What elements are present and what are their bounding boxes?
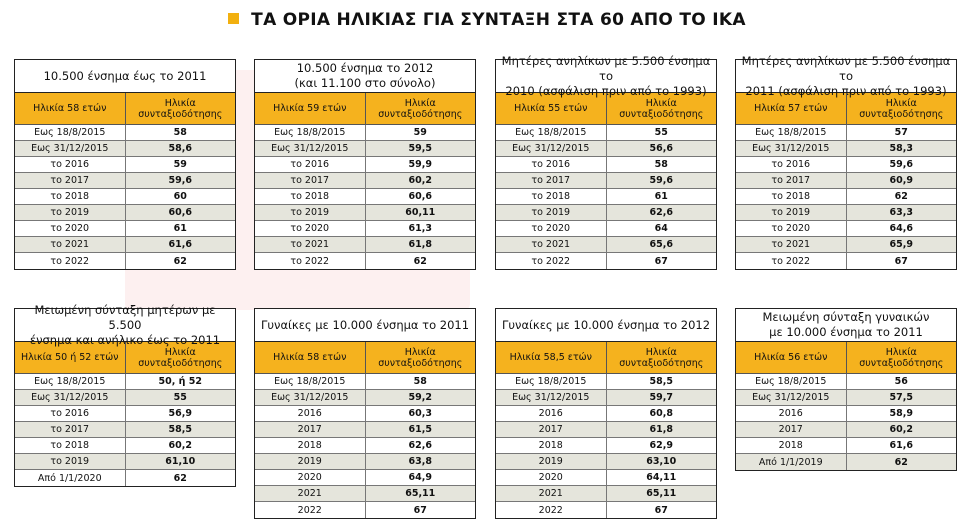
period-cell: το 2016	[255, 157, 366, 172]
table-row	[15, 374, 235, 390]
period-cell: 2017	[496, 422, 607, 437]
table-row	[15, 141, 235, 157]
retirement-age-cell: 63,8	[408, 456, 432, 467]
table-row	[255, 438, 475, 454]
page-title-text: ΤΑ ΟΡΙΑ ΗΛΙΚΙΑΣ ΓΙΑ ΣΥΝΤΑΞΗ ΣΤΑ 60 ΑΠΟ ΤΟ ΙΚΑ	[251, 10, 746, 30]
table-row	[15, 454, 235, 470]
table-row	[496, 253, 716, 269]
retirement-age-cell: 62	[894, 456, 908, 468]
retirement-age-cell: 61,3	[408, 223, 432, 234]
table-row	[736, 237, 956, 253]
table-row	[496, 205, 716, 221]
period-cell: το 2017	[736, 173, 847, 188]
header-retirement-age: Ηλικία συνταξιοδότησης	[859, 97, 944, 120]
retirement-age-cell: 61,6	[168, 239, 192, 250]
table-caption-line: (και 11.100 στο σύνολο)	[294, 76, 436, 90]
table-row	[15, 173, 235, 189]
retirement-age-cell: 60,9	[889, 175, 913, 186]
table-body	[736, 125, 956, 269]
retirement-age-cell: 64	[654, 223, 668, 234]
period-cell: το 2019	[496, 205, 607, 220]
table-row	[496, 390, 716, 406]
table-row	[15, 406, 235, 422]
period-cell: το 2020	[496, 221, 607, 236]
table-row	[255, 470, 475, 486]
table-caption	[15, 60, 235, 93]
retirement-age-cell: 59,6	[649, 175, 673, 186]
retirement-age-cell: 50, ή 52	[158, 376, 202, 387]
table-row	[15, 470, 235, 486]
retirement-age-cell: 61,10	[165, 456, 196, 467]
period-cell: Εως 18/8/2015	[736, 374, 847, 389]
table-caption-line: Μητέρες ανηλίκων με 5.500 ένσημα το	[501, 53, 711, 83]
age-table	[735, 53, 957, 270]
table-caption	[496, 309, 716, 342]
retirement-age-cell: 62,6	[649, 207, 673, 218]
retirement-age-cell: 56,9	[168, 408, 192, 419]
retirement-age-cell: 58	[173, 127, 187, 138]
table-header	[736, 93, 956, 125]
retirement-age-cell: 60,8	[649, 408, 673, 419]
retirement-age-cell: 60	[173, 191, 187, 202]
retirement-age-cell: 67	[654, 255, 668, 267]
header-retirement-age: Ηλικία συνταξιοδότησης	[378, 97, 463, 120]
table-row	[255, 486, 475, 502]
table-row	[496, 454, 716, 470]
table-row	[496, 125, 716, 141]
retirement-age-cell: 59,9	[408, 159, 432, 170]
retirement-age-cell: 56	[894, 376, 908, 387]
table-row	[496, 237, 716, 253]
table-body	[496, 125, 716, 269]
period-cell: 2018	[736, 438, 847, 453]
period-cell: 2016	[496, 406, 607, 421]
retirement-age-cell: 65,9	[889, 239, 913, 250]
period-cell: 2021	[496, 486, 607, 501]
retirement-age-cell: 65,11	[405, 488, 436, 499]
period-cell: το 2022	[15, 253, 126, 269]
period-cell: το 2019	[15, 454, 126, 469]
retirement-age-cell: 64,11	[646, 472, 677, 483]
table-row	[15, 422, 235, 438]
retirement-age-cell: 67	[654, 504, 668, 516]
retirement-age-cell: 67	[413, 504, 427, 516]
table-caption-line: Μητέρες ανηλίκων με 5.500 ένσημα το	[741, 53, 951, 83]
table-caption	[496, 53, 716, 98]
retirement-age-cell: 59,2	[408, 392, 432, 403]
header-age-group: Ηλικία 59 ετών	[255, 93, 366, 124]
table-row	[255, 454, 475, 470]
table-body	[255, 125, 475, 269]
table-row	[255, 253, 475, 269]
table-body	[15, 374, 235, 486]
period-cell: Εως 31/12/2015	[736, 390, 847, 405]
period-cell: το 2016	[736, 157, 847, 172]
age-table	[254, 308, 476, 519]
period-cell: το 2020	[255, 221, 366, 236]
table-body	[736, 374, 956, 470]
period-cell: το 2017	[255, 173, 366, 188]
table-row	[736, 205, 956, 221]
table-row	[15, 125, 235, 141]
table-row	[255, 237, 475, 253]
header-age-group: Ηλικία 58 ετών	[15, 93, 126, 124]
period-cell: το 2021	[736, 237, 847, 252]
retirement-age-cell: 63,3	[889, 207, 913, 218]
retirement-age-cell: 60,11	[405, 207, 436, 218]
retirement-age-cell: 58,6	[168, 143, 192, 154]
table-row	[496, 470, 716, 486]
table-caption-line: 2010 (ασφάλιση πριν από το 1993)	[505, 83, 707, 98]
period-cell: Εως 18/8/2015	[15, 374, 126, 389]
retirement-age-cell: 60,6	[168, 207, 192, 218]
period-cell: Εως 31/12/2015	[15, 141, 126, 156]
table-row	[496, 374, 716, 390]
table-row	[496, 141, 716, 157]
table-caption-line: Μειωμένη σύνταξη μητέρων με 5.500	[34, 302, 216, 332]
title-marker-icon	[228, 13, 239, 24]
retirement-age-cell: 58	[413, 376, 427, 387]
table-row	[255, 422, 475, 438]
age-table	[495, 308, 717, 519]
page-title	[0, 10, 974, 30]
table-row	[496, 438, 716, 454]
age-table	[735, 308, 957, 471]
table-caption-line: Γυναίκες με 10.000 ένσημα το 2012	[501, 317, 711, 332]
table-row	[255, 390, 475, 406]
age-table	[14, 59, 236, 270]
period-cell: Από 1/1/2020	[15, 470, 126, 486]
retirement-age-cell: 57	[894, 127, 908, 138]
period-cell: Εως 18/8/2015	[496, 125, 607, 140]
retirement-age-cell: 63,10	[646, 456, 677, 467]
period-cell: το 2018	[15, 438, 126, 453]
retirement-age-cell: 58,5	[649, 376, 673, 387]
header-age-group: Ηλικία 56 ετών	[736, 342, 847, 373]
table-row	[736, 454, 956, 470]
retirement-age-cell: 58,5	[168, 424, 192, 435]
table-row	[255, 157, 475, 173]
retirement-age-cell: 64,6	[889, 223, 913, 234]
header-retirement-age: Ηλικία συνταξιοδότησης	[138, 97, 223, 120]
retirement-age-cell: 60,6	[408, 191, 432, 202]
period-cell: 2020	[496, 470, 607, 485]
retirement-age-cell: 61,6	[889, 440, 913, 451]
table-row	[255, 502, 475, 518]
table-row	[736, 422, 956, 438]
retirement-age-cell: 61	[173, 223, 187, 234]
period-cell: Εως 31/12/2015	[15, 390, 126, 405]
retirement-age-cell: 60,3	[408, 408, 432, 419]
header-age-group: Ηλικία 57 ετών	[736, 93, 847, 124]
header-retirement-age: Ηλικία συνταξιοδότησης	[378, 346, 463, 369]
header-retirement-age: Ηλικία συνταξιοδότησης	[619, 346, 704, 369]
period-cell: 2019	[496, 454, 607, 469]
table-row	[255, 125, 475, 141]
period-cell: το 2019	[15, 205, 126, 220]
table-row	[736, 157, 956, 173]
header-age-group: Ηλικία 58,5 ετών	[496, 342, 607, 373]
period-cell: το 2016	[15, 406, 126, 421]
table-row	[736, 406, 956, 422]
period-cell: το 2020	[15, 221, 126, 236]
table-caption	[15, 302, 235, 347]
table-row	[15, 438, 235, 454]
table-header	[255, 342, 475, 374]
retirement-age-cell: 60,2	[168, 440, 192, 451]
retirement-age-cell: 64,9	[408, 472, 432, 483]
retirement-age-cell: 58,9	[889, 408, 913, 419]
table-row	[496, 189, 716, 205]
table-row	[496, 157, 716, 173]
table-row	[736, 189, 956, 205]
table-caption	[255, 60, 475, 93]
table-header	[15, 342, 235, 374]
period-cell: το 2018	[496, 189, 607, 204]
period-cell: 2022	[496, 502, 607, 518]
table-row	[15, 253, 235, 269]
period-cell: 2018	[255, 438, 366, 453]
retirement-age-cell: 56,6	[649, 143, 673, 154]
table-header	[496, 342, 716, 374]
period-cell: Εως 31/12/2015	[255, 141, 366, 156]
period-cell: το 2017	[15, 173, 126, 188]
period-cell: Εως 31/12/2015	[255, 390, 366, 405]
retirement-age-cell: 55	[173, 392, 187, 403]
period-cell: το 2021	[255, 237, 366, 252]
table-row	[255, 189, 475, 205]
period-cell: 2016	[736, 406, 847, 421]
table-row	[736, 141, 956, 157]
period-cell: 2016	[255, 406, 366, 421]
retirement-age-cell: 65,6	[649, 239, 673, 250]
period-cell: το 2016	[15, 157, 126, 172]
period-cell: το 2021	[496, 237, 607, 252]
table-row	[736, 173, 956, 189]
period-cell: Εως 18/8/2015	[736, 125, 847, 140]
retirement-age-cell: 62	[173, 472, 187, 484]
period-cell: 2021	[255, 486, 366, 501]
retirement-age-cell: 59,7	[649, 392, 673, 403]
table-row	[255, 406, 475, 422]
period-cell: 2020	[255, 470, 366, 485]
retirement-age-cell: 61,5	[408, 424, 432, 435]
period-cell: το 2018	[736, 189, 847, 204]
table-row	[496, 486, 716, 502]
retirement-age-cell: 59,6	[889, 159, 913, 170]
age-table	[14, 302, 236, 487]
header-age-group: Ηλικία 58 ετών	[255, 342, 366, 373]
table-row	[255, 205, 475, 221]
retirement-age-cell: 59,6	[168, 175, 192, 186]
period-cell: το 2019	[736, 205, 847, 220]
retirement-age-cell: 62	[173, 255, 187, 267]
table-row	[255, 141, 475, 157]
table-header	[736, 342, 956, 374]
header-retirement-age: Ηλικία συνταξιοδότησης	[138, 346, 223, 369]
period-cell: το 2017	[15, 422, 126, 437]
table-row	[496, 221, 716, 237]
table-row	[15, 189, 235, 205]
table-row	[15, 157, 235, 173]
table-row	[255, 374, 475, 390]
retirement-age-cell: 57,5	[889, 392, 913, 403]
retirement-age-cell: 60,2	[408, 175, 432, 186]
table-body	[255, 374, 475, 518]
period-cell: Εως 18/8/2015	[255, 374, 366, 389]
header-age-group: Ηλικία 55 ετών	[496, 93, 607, 124]
period-cell: 2022	[255, 502, 366, 518]
table-caption-line: ένσημα και ανήλικο έως το 2011	[29, 332, 221, 347]
period-cell: το 2019	[255, 205, 366, 220]
period-cell: Εως 18/8/2015	[496, 374, 607, 389]
header-age-group: Ηλικία 50 ή 52 ετών	[15, 342, 126, 373]
table-caption-line: 10.500 ένσημα το 2012	[296, 61, 434, 75]
table-caption-line: 10.500 ένσημα έως το 2011	[43, 68, 207, 83]
period-cell: Από 1/1/2019	[736, 454, 847, 470]
table-row	[15, 390, 235, 406]
period-cell: το 2018	[255, 189, 366, 204]
table-header	[15, 93, 235, 125]
period-cell: Εως 31/12/2015	[496, 390, 607, 405]
table-row	[736, 374, 956, 390]
period-cell: το 2016	[496, 157, 607, 172]
period-cell: το 2018	[15, 189, 126, 204]
period-cell: το 2022	[255, 253, 366, 269]
retirement-age-cell: 58,3	[889, 143, 913, 154]
table-header	[496, 93, 716, 125]
period-cell: Εως 31/12/2015	[736, 141, 847, 156]
table-row	[15, 237, 235, 253]
period-cell: 2019	[255, 454, 366, 469]
table-row	[15, 221, 235, 237]
table-caption	[736, 53, 956, 98]
retirement-age-cell: 62	[894, 191, 908, 202]
header-retirement-age: Ηλικία συνταξιοδότησης	[859, 346, 944, 369]
table-row	[736, 221, 956, 237]
table-row	[496, 502, 716, 518]
table-row	[496, 173, 716, 189]
table-row	[15, 205, 235, 221]
table-caption-line: με 10.000 ένσημα το 2011	[769, 325, 923, 339]
table-row	[255, 173, 475, 189]
table-row	[496, 422, 716, 438]
retirement-age-cell: 65,11	[646, 488, 677, 499]
period-cell: Εως 31/12/2015	[496, 141, 607, 156]
header-retirement-age: Ηλικία συνταξιοδότησης	[619, 97, 704, 120]
retirement-age-cell: 59	[173, 159, 187, 170]
age-table	[254, 59, 476, 270]
period-cell: το 2022	[736, 253, 847, 269]
retirement-age-cell: 62	[413, 255, 427, 267]
period-cell: το 2021	[15, 237, 126, 252]
table-caption-line: 2011 (ασφάλιση πριν από το 1993)	[745, 83, 947, 98]
table-row	[496, 406, 716, 422]
table-caption	[255, 309, 475, 342]
table-row	[736, 253, 956, 269]
table-body	[496, 374, 716, 518]
table-caption-line: Γυναίκες με 10.000 ένσημα το 2011	[260, 317, 470, 332]
table-row	[736, 390, 956, 406]
retirement-age-cell: 59,5	[408, 143, 432, 154]
retirement-age-cell: 61	[654, 191, 668, 202]
retirement-age-cell: 67	[894, 255, 908, 267]
period-cell: Εως 18/8/2015	[15, 125, 126, 140]
table-row	[736, 438, 956, 454]
table-caption	[736, 309, 956, 342]
period-cell: 2018	[496, 438, 607, 453]
retirement-age-cell: 59	[413, 127, 427, 138]
retirement-age-cell: 61,8	[408, 239, 432, 250]
age-table	[495, 53, 717, 270]
period-cell: Εως 18/8/2015	[255, 125, 366, 140]
table-caption-line: Μειωμένη σύνταξη γυναικών	[762, 310, 930, 324]
retirement-age-cell: 62,6	[408, 440, 432, 451]
period-cell: το 2022	[496, 253, 607, 269]
period-cell: το 2020	[736, 221, 847, 236]
retirement-age-cell: 58	[654, 159, 668, 170]
table-body	[15, 125, 235, 269]
period-cell: το 2017	[496, 173, 607, 188]
table-row	[255, 221, 475, 237]
table-row	[736, 125, 956, 141]
period-cell: 2017	[736, 422, 847, 437]
period-cell: 2017	[255, 422, 366, 437]
table-header	[255, 93, 475, 125]
retirement-age-cell: 60,2	[889, 424, 913, 435]
retirement-age-cell: 62,9	[649, 440, 673, 451]
retirement-age-cell: 55	[654, 127, 668, 138]
retirement-age-cell: 61,8	[649, 424, 673, 435]
